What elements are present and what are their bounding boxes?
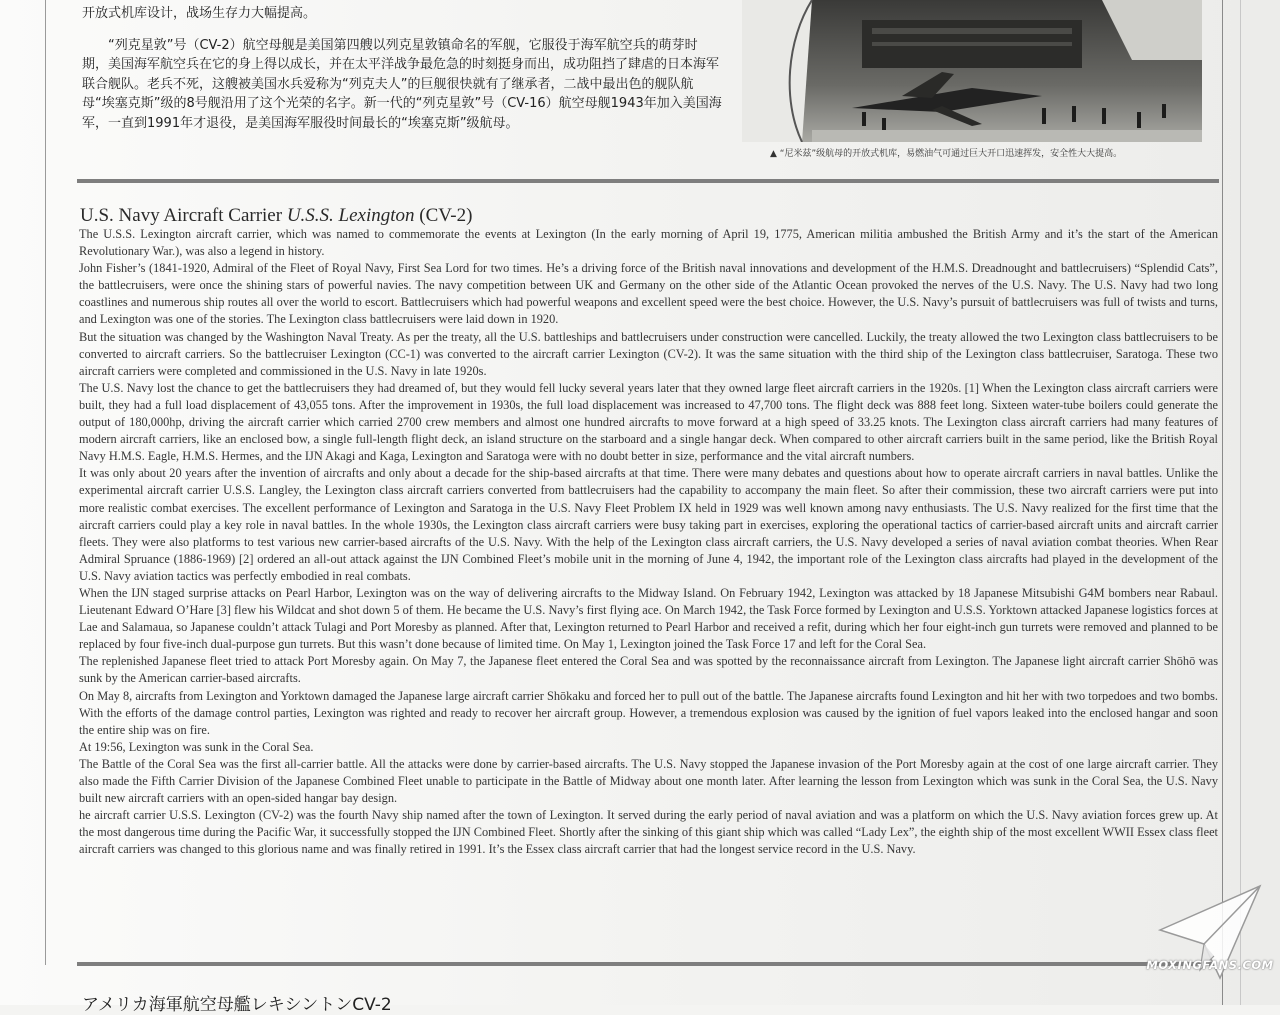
chinese-paragraph: “列克星敦”号（CV-2）航空母舰是美国第四艘以列克星敦镇命名的军舰，它服役于海军航空兵的萌芽时期，美国海军航空兵在它的身上得以成长，并在太平洋战争最危急的时刻挺身而出，成功阻挡了肆虐的日本海军联合舰队。老兵不死，这艘被美国水兵爱称为“列克夫人”的巨舰很快就有了继承者，二战中最出色的舰队航母“埃塞克斯”级的8号舰沿用了这个光荣的名字。新一代的“列克星敦”号（CV-16）航空母舰1943年加入美国海军，一直到1991年才退役，是美国海军服役时间最长的“埃塞克斯”级航母。 (82, 37, 722, 131)
paragraph: But the situation was changed by the Washington Naval Treaty. As per the treaty, all the U.S. battleships and battlecruisers under construction were cancelled. Luckily, the treaty allowed the two Lexington class battlecruisers to be converted to aircraft carriers. So the battlecruiser Lexington (CC-1) was converted to the aircraft carrier Lexington (CV-2). It was the same situation with the third ship of the Lexington class battlecruiser, Saratoga. These two aircraft carriers were completed and commissioned in the U.S. Navy in late 1920s. (79, 329, 1218, 378)
paragraph: he aircraft carrier U.S.S. Lexington (CV-2) was the fourth Navy ship named after the town of Lexington. It served during the early period of naval aviation and was a platform on which the U.S. Navy aviation forces grew up. At the most dangerous time during the Pacific War, it successfully stopped the IJN Combined Fleet. Shortly after the sinking of this giant ship which was called “Lady Lex”, the eighth ship of the most excellent WWII Essex class fleet aircraft carriers was changed to this glorious name and was finally retired in 1991. It’s the Essex class aircraft carrier that had the longest service record in the U.S. Navy. (79, 808, 1218, 857)
watermark-text: MOXINGFANS.COM (1146, 958, 1274, 972)
chinese-line: 开放式机库设计，战场生存力大幅提高。 (82, 6, 317, 21)
article-title (80, 205, 472, 227)
next-section-heading: アメリカ海軍航空母艦レキシントンCV-2 (82, 995, 392, 1015)
photo-caption: ▲ “尼米兹”级航母的开放式机库，易燃油气可通过巨大开口迅速挥发，安全性大大提高。 (770, 149, 1123, 159)
article-body (79, 226, 1218, 858)
paragraph: When the IJN staged surprise attacks on Pearl Harbor, Lexington was on the way of delivering aircrafts to the Midway Island. On February 1942, Lexington was attacked by 18 Japanese Mitsubishi G4M bombers near Rabaul. Lieutenant Edward O’Hare [3] flew his Wildcat and shot down 5 of them. He became the U.S. Navy’s first flying ace. On March 1942, the Task Force formed by Lexington and U.S.S. Yorktown attacked Japanese logistics forces at Lae and Salamaua, so Japanese couldn’t attack Tulagi and Port Moresby as planned. After that, Lexington returned to Pearl Harbor and received a refit, during which her four eight-inch gun turrets were removed and planned to be replaced by four five-inch dual-purpose gun turrets. But this wasn’t done because of limited time. On May 1, Lexington joined the Task Force 17 and left for the Coral Sea. (79, 585, 1218, 652)
page-edge-line (1240, 0, 1241, 1005)
paragraph: The U.S.S. Lexington aircraft carrier, which was named to commemorate the events at Lexington (In the early morning of April 19, 1775, American militia ambushed the British Army and it’s the start of the American Revolutionary War.), was also a legend in history. (79, 227, 1218, 259)
title-prefix: U.S. Navy Aircraft Carrier (80, 205, 287, 226)
paragraph: John Fisher’s (1841-1920, Admiral of the Fleet of Royal Navy, First Sea Lord for two times. He’s a driving force of the British naval innovations and development of the H.M.S. Dreadnought and battlecruisers) “Splendid Cats”, the battlecruisers, were once the shining stars of powerful navies. The navy competition between UK and Germany on the other side of the Atlantic Ocean provoked the nerves of the U.S. Navy. The U.S. Navy had two long coastlines and numerous ship routes all over the world to escort. Battlecruisers which had powerful weapons and excellent speed were the best choice. However, the U.S. Navy’s pursuit of battlecruisers was full of twists and turns, and Lexington was one of the stories. The Lexington class battlecruisers were laid down in 1920. (79, 261, 1218, 327)
paragraph: On May 8, aircrafts from Lexington and Yorktown damaged the Japanese large aircraft carrier Shōkaku and forced her to pull out of the battle. The Japanese aircrafts found Lexington and hit her with two torpedoes and two bombs. With the efforts of the damage control parties, Lexington was righted and ready to recover her aircraft group. However, a tremendous explosion was caused by the ignition of fuel vapors leaked into the enclosed hangar and soon the entire ship was on fire. (79, 688, 1218, 737)
right-margin-line (1222, 0, 1223, 1005)
paragraph: At 19:56, Lexington was sunk in the Coral Sea. (79, 739, 314, 754)
chinese-text-block (82, 4, 722, 134)
paragraph: The Battle of the Coral Sea was the first all-carrier battle. All the attacks were done by carrier-based aircrafts. The U.S. Navy stopped the Japanese invasion of the Port Moresby again at the cost of one large aircraft carrier. They also made the Fifth Carrier Division of the Japanese Combined Fleet unable to participate in the Battle of Midway about one month later. After learning the lesson from Lexington which was sunk in the Coral Sea, the U.S. Navy built new aircraft carriers with an open-sided hangar bay design. (79, 756, 1218, 806)
hangar-photo (742, 0, 1202, 142)
paragraph: The replenished Japanese fleet tried to attack Port Moresby again. On May 7, the Japanese fleet entered the Coral Sea and was spotted by the reconnaissance aircraft from Lexington. The Japanese light aircraft carrier Shōhō was sunk by the American carrier-based aircrafts. (79, 654, 1218, 686)
paragraph: The U.S. Navy lost the chance to get the battlecruisers they had dreamed of, but they would fell lucky several years later that they owned large fleet aircraft carriers in the 1920s. [1] When the Lexington class aircraft carriers were built, they had a full load displacement of 43,055 tons. After the improvement in 1930s, the full load displacement was increased to 47,700 tons. The flight deck was 888 feet long. Sixteen water-tube boilers could generate the output of 180,000hp, driving the aircraft carrier which carried 2700 crew members and almost one hundred aircrafts to move forward at a high speed of 33.25 knots. The Lexington class aircraft carriers had many features of modern aircraft carriers, like an enclosed bow, a single full-length flight deck, an island structure on the starboard and a single hangar deck. When compared to other aircraft carriers built in the same period, like the British Royal Navy H.M.S. Eagle, H.M.S. Hermes, and the IJN Akagi and Kaga, Lexington and Saratoga were with no doubt better in size, performance and the vital aircraft numbers. (79, 380, 1218, 464)
paragraph: It was only about 20 years after the invention of aircrafts and only about a decade for the ship-based aircrafts at that time. There were many debates and questions about how to operate aircraft carriers in naval battles. Unlike the experimental aircraft carrier U.S.S. Langley, the Lexington class aircraft carriers converted from battlecruisers had the capability to accompany the main fleet. So after their commission, these two aircraft carriers were put into more realistic combat exercises. The excellent performance of Lexington and Saratoga in the U.S. Navy Fleet Problem IX held in 1929 was well known among navy enthusiasts. The U.S. Navy realized for the first time that the aircraft carriers could play a key role in naval battles. In the whole 1930s, the Lexington class aircraft carriers were busy taking part in exercises, exploring the operational tactics of carrier-based aircraft units and aircraft carrier fleets. They were also platforms to test various new carrier-based aircrafts of the U.S. Navy. With the help of the Lexington class aircraft carriers, the U.S. Navy developed a series of naval aviation combat theories. When Rear Admiral Spruance (1886-1969) [2] ordered an all-out attack against the IJN Combined Fleet’s mobile unit in the morning of June 4, 1942, the important role of the Lexington class aircrafts had played in the development of the U.S. Navy aviation tactics was perfectly embodied in real combats. (79, 466, 1218, 583)
section-divider-bottom (77, 962, 1219, 966)
section-divider-top (77, 179, 1219, 183)
hangar-illustration (742, 0, 1202, 142)
left-margin-line (45, 0, 46, 965)
title-ship-name: U.S.S. Lexington (286, 205, 415, 226)
title-suffix: (CV-2) (414, 205, 473, 226)
